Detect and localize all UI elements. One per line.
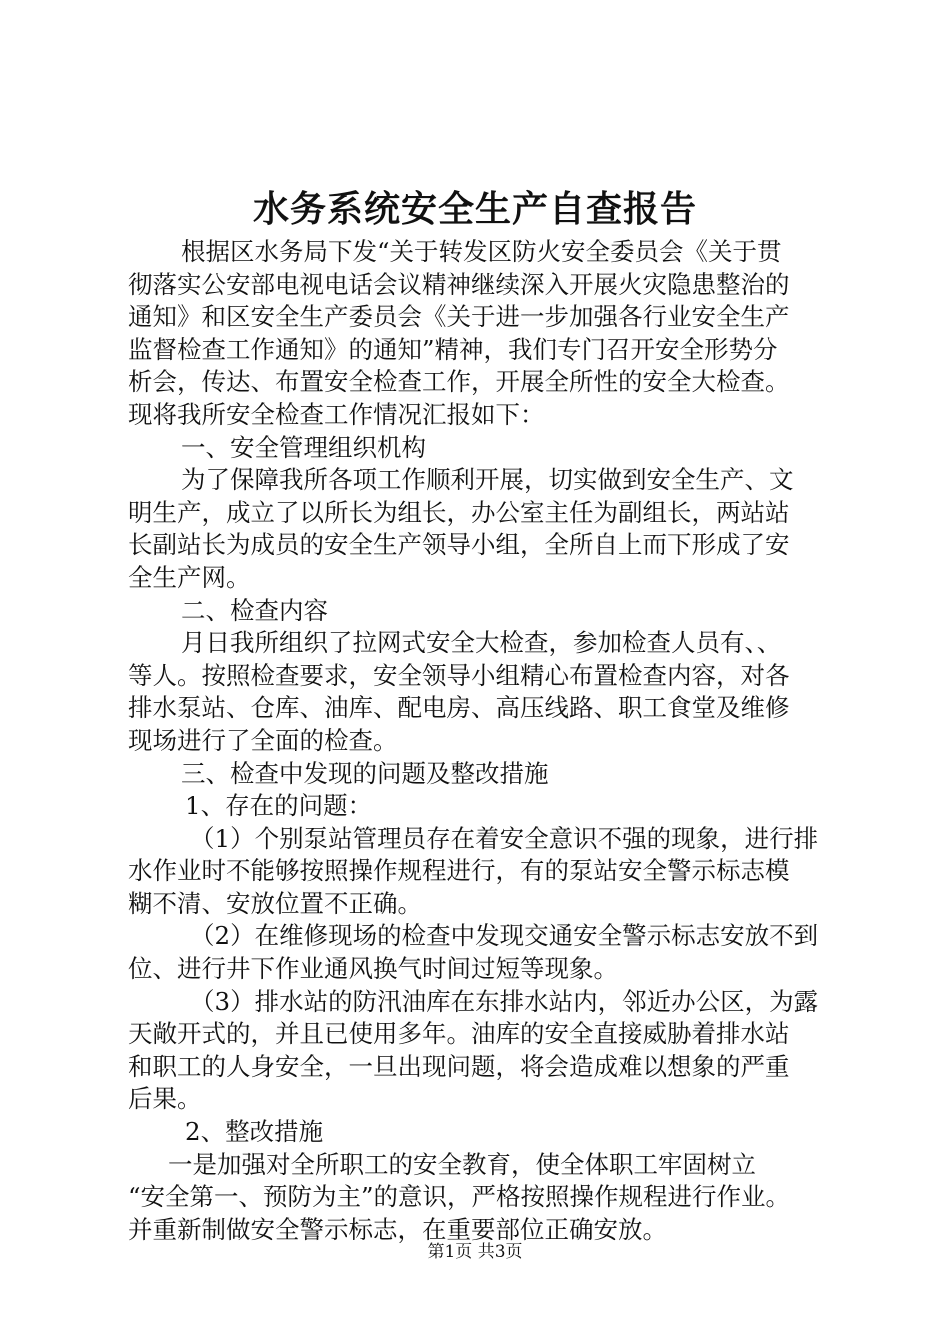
document-title: 水务系统安全生产自查报告 bbox=[252, 188, 697, 230]
body-line: 根据区水务局下发“关于转发区防火安全委员会《关于贯 bbox=[181, 237, 782, 266]
body-line: 为了保障我所各项工作顺利开展，切实做到安全生产、文 bbox=[181, 465, 794, 495]
body-line: “安全第一、预防为主”的意识，严格按照操作规程进行作业。 bbox=[128, 1182, 791, 1212]
body-line: 并重新制做安全警示标志，在重要部位正确安放。 bbox=[128, 1214, 667, 1244]
section-heading: 二、检查内容 bbox=[181, 595, 328, 625]
body-line: 一是加强对全所职工的安全教育，使全体职工牢固树立 bbox=[168, 1149, 756, 1179]
body-line: （3）排水站的防汛油库在东排水站内，邻近办公区，为露 bbox=[190, 986, 819, 1016]
subsection-heading: 2、整改措施 bbox=[185, 1117, 324, 1147]
body-line: 位、进行井下作业通风换气时间过短等现象。 bbox=[128, 954, 618, 984]
page-number-footer: 第1页 共3页 bbox=[427, 1242, 523, 1262]
body-line: 析会，传达、布置安全检查工作，开展全所性的安全大检查。 bbox=[128, 367, 790, 397]
section-heading: 三、检查中发现的问题及整改措施 bbox=[181, 758, 549, 788]
body-line: 现场进行了全面的检查。 bbox=[128, 725, 398, 755]
body-line: 全生产网。 bbox=[128, 562, 251, 592]
body-line: 通知》和区安全生产委员会《关于进一步加强各行业安全生产 bbox=[128, 302, 790, 332]
body-line: 明生产，成立了以所长为组长，办公室主任为副组长，两站站 bbox=[128, 497, 790, 527]
subsection-heading: 1、存在的问题： bbox=[185, 791, 373, 821]
body-line: 水作业时不能够按照操作规程进行，有的泵站安全警示标志模 bbox=[128, 856, 790, 886]
body-line: 和职工的人身安全，一旦出现问题，将会造成难以想象的严重 bbox=[128, 1051, 790, 1081]
body-line: 长副站长为成员的安全生产领导小组，全所自上而下形成了安 bbox=[128, 530, 790, 560]
body-line: 后果。 bbox=[128, 1084, 202, 1114]
section-heading: 一、安全管理组织机构 bbox=[181, 432, 426, 462]
body-line: （1）个别泵站管理员存在着安全意识不强的现象，进行排 bbox=[190, 823, 819, 853]
body-line: 糊不清、安放位置不正确。 bbox=[128, 888, 422, 918]
body-line: 现将我所安全检查工作情况汇报如下： bbox=[128, 399, 545, 429]
body-line: 等人。按照检查要求，安全领导小组精心布置检查内容，对各 bbox=[128, 660, 790, 690]
document-body bbox=[128, 236, 840, 1246]
body-line: 天敞开式的，并且已使用多年。油库的安全直接威胁着排水站 bbox=[128, 1019, 790, 1049]
body-line: 监督检查工作通知》的通知”精神，我们专门召开安全形势分 bbox=[128, 334, 778, 364]
body-line: （2）在维修现场的检查中发现交通安全警示标志安放不到 bbox=[190, 921, 819, 951]
body-line: 排水泵站、仓库、油库、配电房、高压线路、职工食堂及维修 bbox=[128, 693, 790, 723]
body-line: 月日我所组织了拉网式安全大检查，参加检查人员有、、 bbox=[181, 628, 782, 658]
body-line: 彻落实公安部电视电话会议精神继续深入开展火灾隐患整治的 bbox=[128, 269, 790, 299]
